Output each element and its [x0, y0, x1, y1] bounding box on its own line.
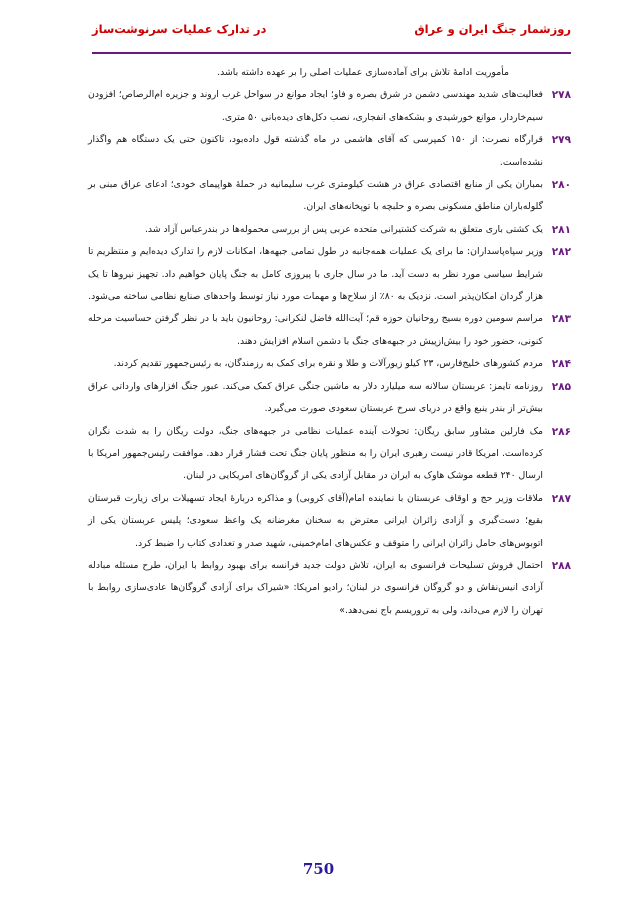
book-title: روزشمار جنگ ایران و عراق: [414, 22, 571, 36]
entry-text: مراسم سومین دوره بسیج روحانیان حوزه قم؛ آیت‌الله فاضل لنکرانی: روحانیون باید با در نظر گرفتن حساسیت مرحله کنونی، حضور خود را بیش‌ازپیش در جبهه‌های جنگ با دشمن اسلام افزایش دهند.: [88, 313, 543, 347]
entry-number: ۲۸۵: [551, 380, 571, 393]
entry-number: ۲۸۷: [551, 492, 571, 505]
entry-text: ملاقات وزیر حج و اوقاف عربستان با نماینده امام(آقای کروبی) و مذاکره دربارهٔ ایجاد تسهیلات برای زیارت قبرستان بقیع؛ دست‌گیری و آزادی زائران ایرانی معترض به سخنان مغرضانه یک واعظ سعودی؛ پلیس عربستان یکی از اتوبوس‌های حامل زائران ایرانی را متوقف و عکس‌های امام‌خمینی، شهید صدر و تعدادی کتاب را ضبط کرد.: [88, 492, 543, 549]
entry-text: بمباران یکی از منابع اقتصادی عراق در هشت کیلومتری غرب سلیمانیه در حملهٔ هواپیمای خودی؛ ادعای عراق مبنی بر گلوله‌باران مناطق مسکونی بصره و حلبچه با توپخانه‌های ایران.: [88, 179, 543, 213]
entry-278: [88, 84, 571, 129]
entry-text: قرارگاه نصرت: از ۱۵۰ کمپرسی که آقای هاشمی در ماه گذشته قول داده‌بود، تاکنون حتی یک دستگاه هم واگذار نشده‌است.: [88, 134, 543, 168]
entry-number: ۲۷۸: [551, 89, 571, 102]
entry-281: [88, 219, 571, 241]
entry-288: [88, 555, 571, 622]
entry-text: روزنامه تایمز: عربستان سالانه سه میلیارد دلار به ماشین جنگی عراق کمک می‌کند. عبور جنگ افزارهای وارداتی عراق بیش‌تر از بندر ینبع واقع در دریای سرخ عربستان سعودی صورت می‌گیرد.: [88, 380, 543, 415]
entry-282: [88, 241, 571, 308]
section-title: در تدارک عملیات سرنوشت‌ساز: [92, 22, 267, 36]
entry-number: ۲۸۸: [551, 559, 571, 572]
entry-287: [88, 488, 571, 555]
entry-number: ۲۷۹: [551, 134, 571, 147]
header-divider: [92, 52, 571, 54]
entry-text: فعالیت‌های شدید مهندسی دشمن در شرق بصره و فاو؛ ایجاد موانع در سواحل غرب اروند و جزیره ام‌الرصاص؛ افزودن سیم‌خاردار، موانع خورشیدی و بشکه‌های انفجاری، نصب دکل‌های دیده‌بانی ۵۰ متری.: [88, 89, 543, 123]
page-number: 750: [302, 860, 335, 878]
entry-text: وزیر سپاه‌پاسداران: ما برای یک عملیات همه‌جانبه در طول تمامی جبهه‌ها، امکانات لازم را تدارک دیده‌ایم و منتظریم تا شرایط سیاسی مورد نظر به دست آید. ما در سال جاری با پیروزی کامل به جنگ پایان خواهیم داد. تجهیز نیروها تا یک هزار گردان امکان‌پذیر است. نزدیک به ۸۰٪ از سلاح‌ها و مهمات مورد نیاز توسط واحدهای صنایع نظامی ساخته می‌شود.: [88, 246, 543, 303]
entry-286: [88, 421, 571, 488]
entry-text: مردم کشورهای خلیج‌فارس، ۲۳ کیلو زیورآلات و طلا و نقره برای کمک به رزمندگان، به رئیس‌جمهور تقدیم کردند.: [113, 358, 543, 370]
lead-paragraph: مأموریت ادامهٔ تلاش برای آماده‌سازی عملیات اصلی را بر عهده داشته باشد.: [217, 67, 509, 78]
entry-number: ۲۸۰: [551, 179, 571, 192]
entry-text: یک کشتی باری متعلق به شرکت کشتیرانی متحده عربی پس از بررسی محموله‌ها در بندرعباس آزاد شد.: [144, 223, 543, 235]
entry-text: احتمال فروش تسلیحات فرانسوی به ایران، تلاش دولت جدید فرانسه برای بهبود روابط با ایران، طرح مسئله مبادله آزادی انیس‌نقاش و دو گروگان فرانسوی در لبنان؛ رادیو امریکا: «شیراک برای آزادی گروگان‌ها عادی‌سازی روابط با تهران را لازم می‌داند، ولی به تروریسم باج نمی‌دهد.»: [88, 559, 543, 616]
entry-number: ۲۸۲: [551, 246, 571, 259]
entry-284: [88, 353, 571, 375]
entry-text: مک فارلین مشاور سابق ریگان: تحولات آینده عملیات نظامی در جبهه‌های جنگ، دولت ریگان را به شدت نگران کرده‌است. امریکا قادر نیست رهبری ایران را به منظور پایان جنگ تحت فشار قرار دهد. موافقت رئیس‌جمهور امریکا با ارسال ۲۴۰ قطعه موشک هاوک به ایران در مقابل آزادی یکی از گروگان‌های امریکایی در لبنان.: [88, 425, 543, 482]
entry-number: ۲۸۶: [551, 425, 571, 438]
page-header: [92, 18, 571, 40]
page-content: [88, 62, 571, 622]
entry-279: [88, 129, 571, 174]
entry-280: [88, 174, 571, 219]
entry-283: [88, 308, 571, 353]
entry-number: ۲۸۴: [551, 358, 571, 371]
entry-number: ۲۸۳: [551, 313, 571, 326]
entry-number: ۲۸۱: [551, 223, 571, 236]
entry-285: [88, 376, 571, 421]
